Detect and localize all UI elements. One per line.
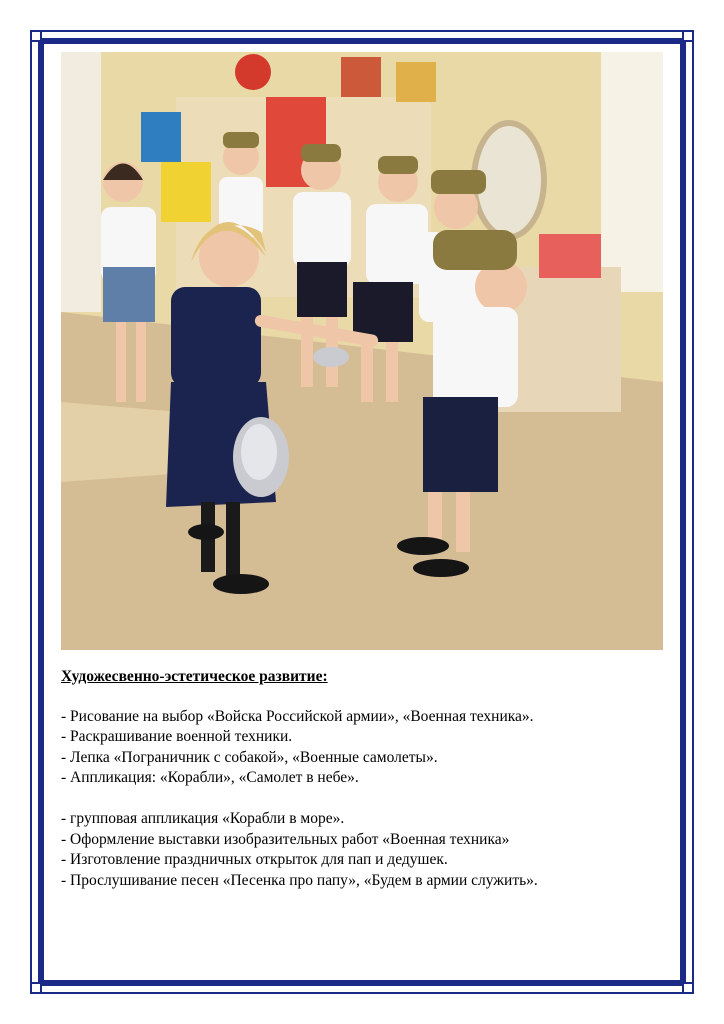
list-item: - Прослушивание песен «Песенка про папу», «Будем в армии служить». (61, 871, 538, 889)
list-item: - Раскрашивание военной техники. (61, 728, 293, 746)
corner-ornament-top-right (682, 30, 694, 42)
list-item: - Лепка «Пограничник с собакой», «Военные самолеты». (61, 748, 438, 766)
list-item: - Изготовление праздничных открыток для пап и дедушек. (61, 851, 448, 869)
children-playing-photo (61, 52, 663, 650)
spacer (61, 789, 671, 809)
list-item: - Аппликация: «Корабли», «Самолет в небе». (61, 769, 359, 787)
corner-ornament-bottom-left (30, 982, 42, 994)
list-item: - групповая аппликация «Корабли в море». (61, 809, 345, 827)
section-heading: Художесвенно-эстетическое развитие: (61, 668, 328, 685)
corner-ornament-bottom-right (682, 982, 694, 994)
list-item: - Рисование на выбор «Войска Российской армии», «Военная техника». (61, 707, 534, 725)
text-content (61, 667, 671, 891)
corner-ornament-top-left (30, 30, 42, 42)
list-item: - Оформление выставки изобразительных работ «Военная техника» (61, 830, 510, 848)
